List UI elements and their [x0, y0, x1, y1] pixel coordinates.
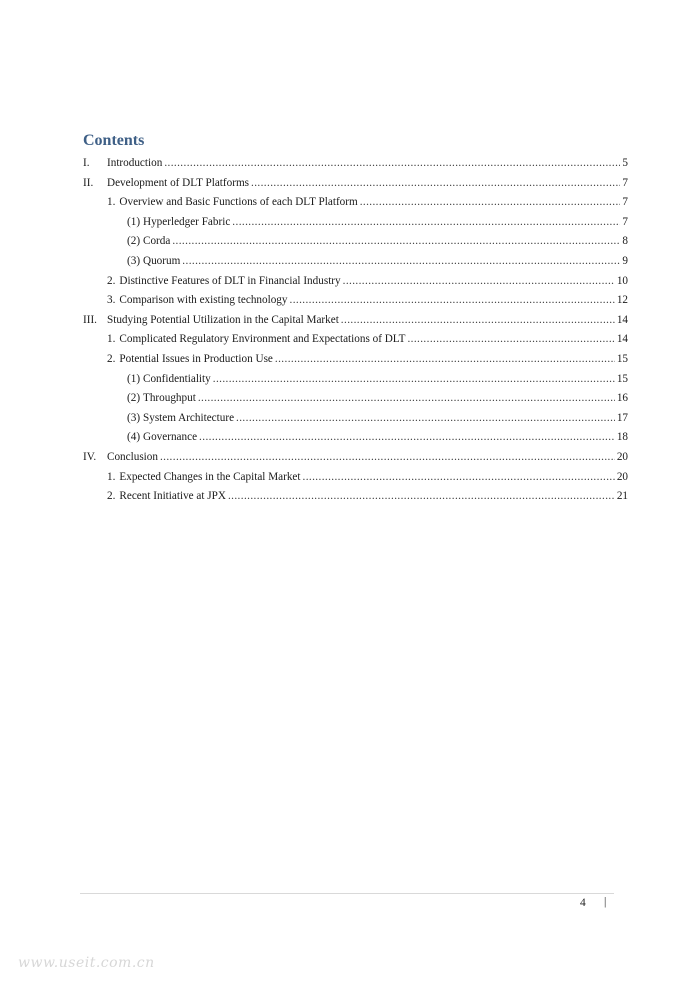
toc-entry-number: 2.	[107, 490, 116, 503]
toc-entry-number: (4)	[127, 431, 141, 444]
toc-entry-title: Overview and Basic Functions of each DLT Platform	[119, 196, 358, 209]
toc-entry-title: Introduction	[107, 157, 163, 169]
toc-entry[interactable]	[107, 468, 628, 487]
toc-entry-title: Quorum	[143, 255, 181, 267]
toc-entry-number: 1.	[107, 196, 116, 209]
toc-leader-dots	[182, 252, 620, 271]
toc-entry[interactable]	[83, 448, 628, 467]
footer-divider	[80, 893, 614, 894]
toc-entry-number: (3)	[127, 411, 141, 424]
toc-entry-page: 5	[622, 157, 628, 169]
toc-leader-dots	[236, 409, 615, 428]
page-number: 4	[580, 897, 586, 909]
toc-entry-title: Hyperledger Fabric	[143, 215, 231, 228]
toc-leader-dots	[198, 389, 615, 408]
toc-leader-dots	[275, 350, 615, 369]
toc-entry-page: 7	[622, 196, 628, 209]
toc-leader-dots	[172, 232, 620, 251]
toc-leader-dots	[303, 468, 615, 487]
toc-entry-page: 9	[622, 255, 628, 267]
toc-entry-page: 7	[622, 176, 628, 189]
toc-entry-title: Potential Issues in Production Use	[119, 353, 273, 365]
toc-entry[interactable]	[83, 154, 628, 173]
toc-entry-page: 18	[616, 431, 628, 444]
toc-entry[interactable]	[107, 487, 628, 506]
toc-entry-number: III.	[83, 313, 97, 326]
toc-leader-dots	[213, 370, 615, 389]
toc-entry-title: Corda	[143, 235, 171, 248]
toc-entry[interactable]	[107, 330, 628, 349]
toc-entry-page: 7	[622, 215, 628, 228]
toc-entry-page: 15	[616, 353, 628, 365]
toc-entry[interactable]	[127, 232, 628, 251]
toc-entry[interactable]	[127, 213, 628, 232]
toc-leader-dots	[360, 193, 621, 212]
toc-entry-title: System Architecture	[143, 411, 235, 424]
toc-leader-dots	[228, 487, 615, 506]
toc-entry-number: (1)	[127, 215, 141, 228]
toc-leader-dots	[251, 174, 620, 193]
toc-entry-number: I.	[83, 157, 90, 169]
toc-entry-title: Expected Changes in the Capital Market	[119, 470, 301, 483]
toc-entry-number: (3)	[127, 255, 141, 267]
toc-entry-page: 20	[616, 470, 628, 483]
toc-entry-title: Comparison with existing technology	[119, 294, 288, 307]
toc-entry[interactable]	[83, 311, 628, 330]
toc-entry-page: 14	[616, 333, 628, 346]
toc-entry-page: 8	[622, 235, 628, 248]
contents-heading: Contents	[83, 132, 145, 149]
toc-entry-page: 12	[616, 294, 628, 307]
toc-entry[interactable]	[107, 272, 628, 291]
toc-entry-number: (2)	[127, 235, 141, 248]
toc-entry-title: Development of DLT Platforms	[107, 176, 250, 189]
toc-entry-number: (1)	[127, 372, 141, 385]
toc-entry-number: 2.	[107, 274, 116, 287]
toc-entry[interactable]	[107, 193, 628, 212]
toc-entry[interactable]	[83, 174, 628, 193]
toc-entry-title: Confidentiality	[143, 372, 211, 385]
toc-entry[interactable]	[127, 409, 628, 428]
toc-entry[interactable]	[127, 252, 628, 271]
toc-leader-dots	[199, 428, 615, 447]
toc-entry-number: IV.	[83, 451, 97, 463]
toc-entry-page: 17	[616, 411, 628, 424]
toc-entry[interactable]	[127, 428, 628, 447]
toc-entry-page: 14	[616, 313, 628, 326]
toc-entry-page: 10	[616, 274, 628, 287]
toc-entry-number: II.	[83, 176, 94, 189]
toc-entry-number: 1.	[107, 470, 116, 483]
toc-entry-number: 3.	[107, 294, 116, 307]
toc-entry-title: Recent Initiative at JPX	[119, 490, 226, 503]
toc-leader-dots	[232, 213, 620, 232]
toc-entry-page: 20	[616, 451, 628, 463]
toc-entry-title: Studying Potential Utilization in the Capital Market	[107, 313, 339, 326]
toc-entry[interactable]	[107, 350, 628, 369]
toc-leader-dots	[290, 291, 615, 310]
toc-entry-title: Complicated Regulatory Environment and Expectations of DLT	[119, 333, 406, 346]
toc-entry-title: Distinctive Features of DLT in Financial Industry	[119, 274, 341, 287]
toc-entry-number: 2.	[107, 353, 116, 365]
toc-leader-dots	[160, 448, 615, 467]
toc-entry[interactable]	[107, 291, 628, 310]
toc-leader-dots	[164, 154, 620, 173]
toc-leader-dots	[407, 330, 614, 349]
toc-entry-number: (2)	[127, 392, 141, 405]
toc-entry-title: Conclusion	[107, 451, 158, 463]
toc-entry-title: Governance	[143, 431, 198, 444]
toc-entry-page: 16	[616, 392, 628, 405]
toc-leader-dots	[343, 272, 615, 291]
toc-entry-page: 21	[616, 490, 628, 503]
toc-entry[interactable]	[127, 370, 628, 389]
watermark-text: www.useit.com.cn	[18, 955, 155, 971]
toc-entry-page: 15	[616, 372, 628, 385]
toc-entry[interactable]	[127, 389, 628, 408]
toc-leader-dots	[341, 311, 615, 330]
toc-entry-number: 1.	[107, 333, 116, 346]
page-number-separator: |	[604, 896, 607, 908]
toc-entry-title: Throughput	[143, 392, 196, 405]
